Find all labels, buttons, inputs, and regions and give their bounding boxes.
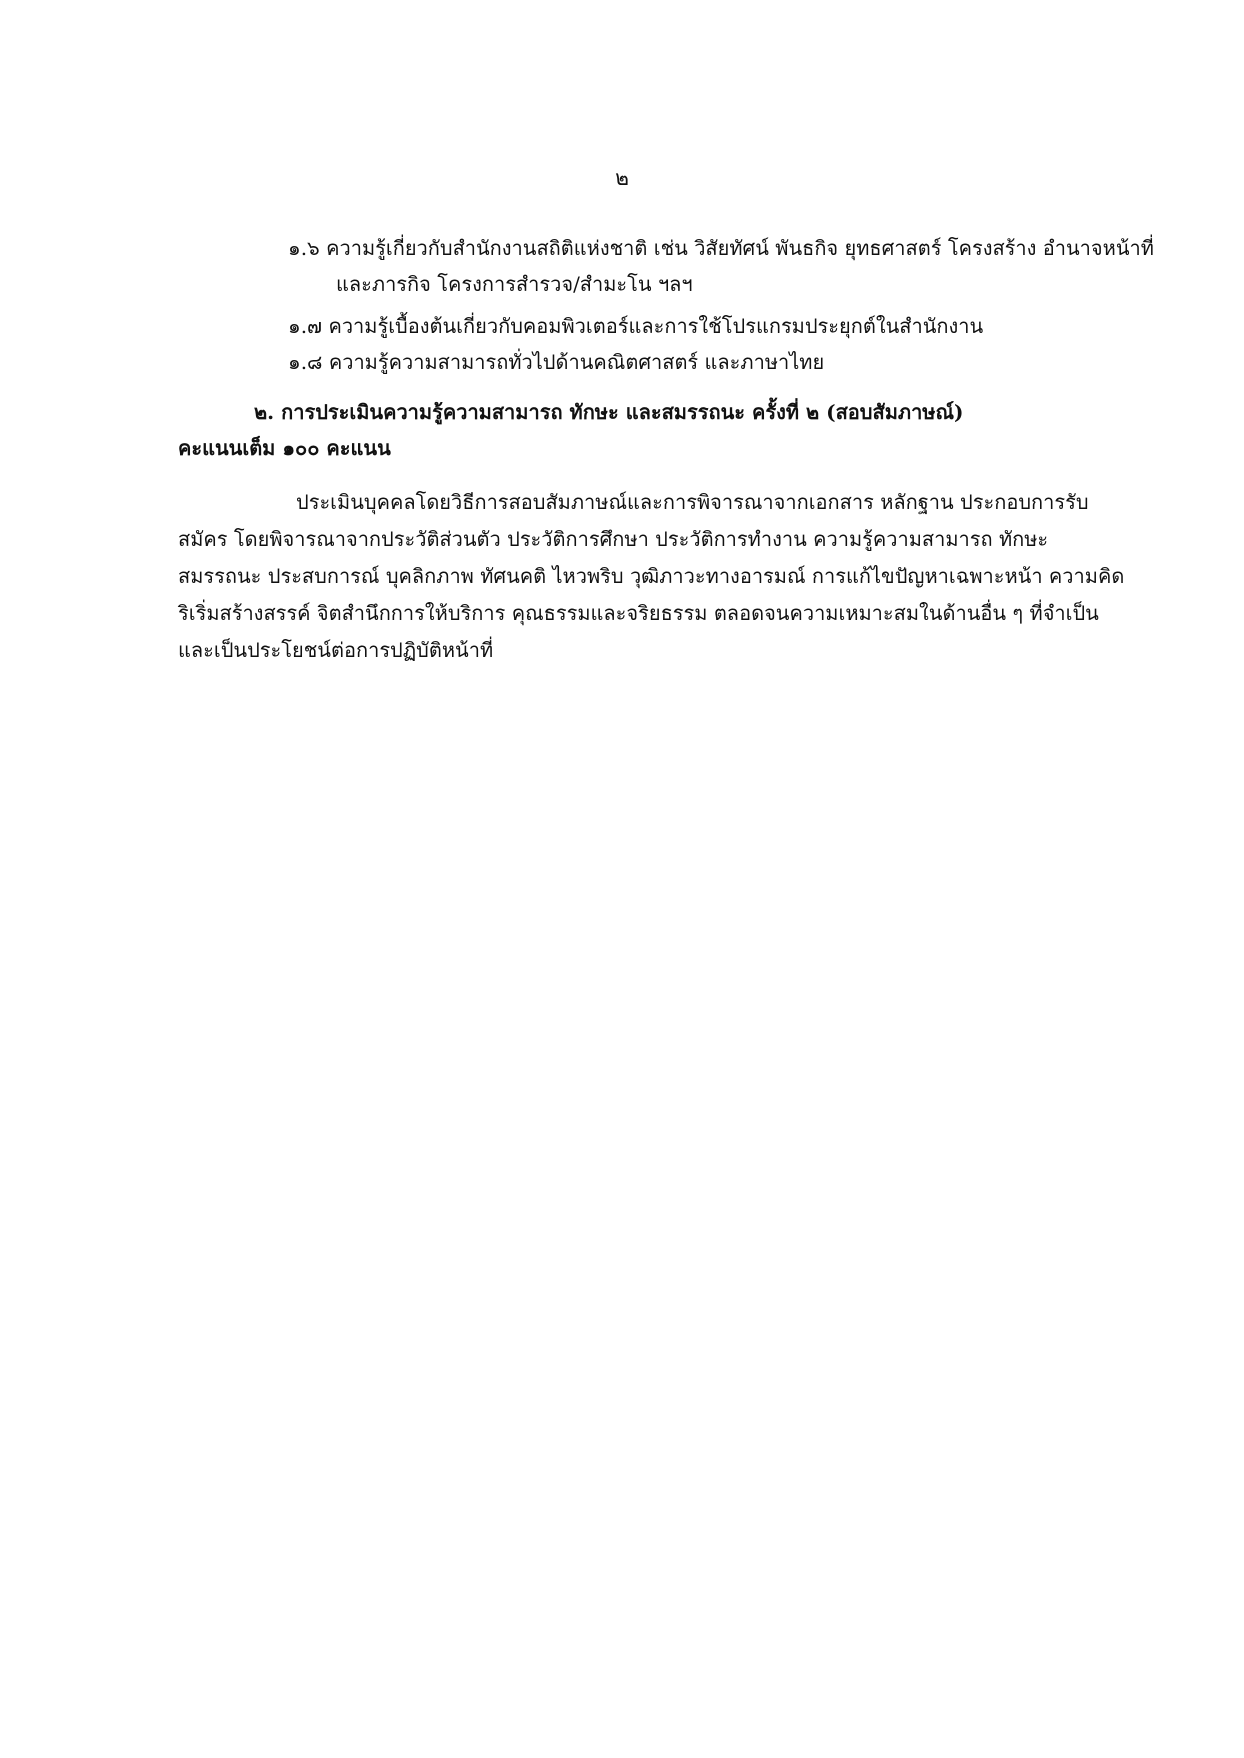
page-number: ๒ <box>615 166 629 190</box>
item-1-8: ๑.๘ ความรู้ความสามารถทั่วไปด้านคณิตศาสตร์ และภาษาไทย <box>288 350 825 374</box>
section-2-paragraph-line-5: และเป็นประโยชน์ต่อการปฏิบัติหน้าที่ <box>178 638 494 662</box>
section-2-heading: ๒. การประเมินความรู้ความสามารถ ทักษะ และสมรรถนะ ครั้งที่ ๒ (สอบสัมภาษณ์) <box>254 400 964 424</box>
item-1-6-line2: และภารกิจ โครงการสำรวจ/สำมะโน ฯลฯ <box>336 272 693 296</box>
section-2-paragraph-line-4: ริเริ่มสร้างสรรค์ จิตสำนึกการให้บริการ คุณธรรมและจริยธรรม ตลอดจนความเหมาะสมในด้านอื่น ๆ ที่จำเป็น <box>178 601 1099 625</box>
section-2-paragraph-line-2: สมัคร โดยพิจารณาจากประวัติส่วนตัว ประวัติการศึกษา ประวัติการทำงาน ความรู้ความสามารถ ทักษะ <box>178 527 1049 551</box>
section-2-full-score: คะแนนเต็ม ๑๐๐ คะแนน <box>178 436 391 460</box>
item-1-6-line1: ๑.๖ ความรู้เกี่ยวกับสำนักงานสถิติแห่งชาติ เช่น วิสัยทัศน์ พันธกิจ ยุทธศาสตร์ โครงสร้าง อำนาจหน้าที่ <box>288 236 1154 260</box>
section-2-paragraph-line-3: สมรรถนะ ประสบการณ์ บุคลิกภาพ ทัศนคติ ไหวพริบ วุฒิภาวะทางอารมณ์ การแก้ไขปัญหาเฉพาะหน้า ความคิด <box>178 564 1125 588</box>
item-1-7: ๑.๗ ความรู้เบื้องต้นเกี่ยวกับคอมพิวเตอร์และการใช้โปรแกรมประยุกต์ในสำนักงาน <box>288 314 984 338</box>
section-2-paragraph-line-1: ประเมินบุคคลโดยวิธีการสอบสัมภาษณ์และการพิจารณาจากเอกสาร หลักฐาน ประกอบการรับ <box>296 490 1089 514</box>
